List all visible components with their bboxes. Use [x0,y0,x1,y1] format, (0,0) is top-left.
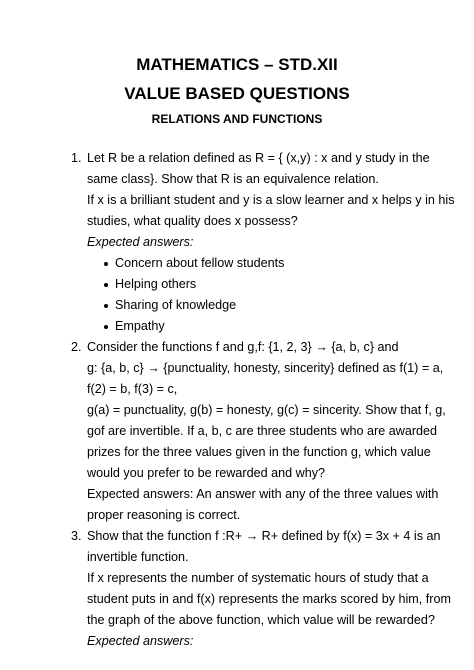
answer-item: Empathy [115,319,165,333]
question-3-line: If x represents the number of systematic hours of study that a [87,571,429,585]
question-2-line: proper reasoning is correct. [87,508,241,522]
question-1-line: studies, what quality does x possess? [87,214,298,228]
bullet-icon [104,283,108,287]
answer-item: Concern about fellow students [115,256,285,270]
document-title: MATHEMATICS – STD.XII [136,55,338,74]
question-1-line: If x is a brilliant student and y is a slow learner and x helps y in his [87,193,455,207]
question-2-line: prizes for the three values given in the function g, which value [87,445,431,459]
question-3-expected-label: Expected answers: [87,634,194,648]
answer-item: Sharing of knowledge [115,298,237,312]
question-1-line: same class}. Show that R is an equivalence relation. [87,172,379,186]
question-3-number: 3. [71,529,82,543]
document-subtitle: VALUE BASED QUESTIONS [124,84,350,103]
question-2-line: g(a) = punctuality, g(b) = honesty, g(c) = sincerity. Show that f, g, [87,403,446,417]
section-heading: RELATIONS AND FUNCTIONS [151,112,323,126]
answer-item: Helping others [115,277,197,291]
question-2-line: g: {a, b, c} → {punctuality, honesty, sincerity} defined as f(1) = a, [87,361,444,375]
question-3-line: student puts in and f(x) represents the marks scored by him, from [87,592,451,606]
question-3-line: Show that the function f :R+ → R+ defined by f(x) = 3x + 4 is an [87,529,441,543]
question-3-line: invertible function. [87,550,189,564]
question-2-line: gof are invertible. If a, b, c are three students who are awarded [87,424,438,438]
bullet-icon [104,304,108,308]
bullet-icon [104,262,108,266]
question-1-line: Let R be a relation defined as R = { (x,y) : x and y study in the [87,151,430,165]
question-2-number: 2. [71,340,82,354]
question-1-number: 1. [71,151,82,165]
question-2-line: Expected answers: An answer with any of the three values with [87,487,439,501]
question-2-line: would you prefer to be rewarded and why? [87,466,326,480]
question-1-expected-label: Expected answers: [87,235,194,249]
question-2-line: f(2) = b, f(3) = c, [87,382,178,396]
question-2-line: Consider the functions f and g,f: {1, 2, 3} → {a, b, c} and [87,340,399,354]
question-3-line: the graph of the above function, which value will be rewarded? [87,613,435,627]
bullet-icon [104,325,108,329]
